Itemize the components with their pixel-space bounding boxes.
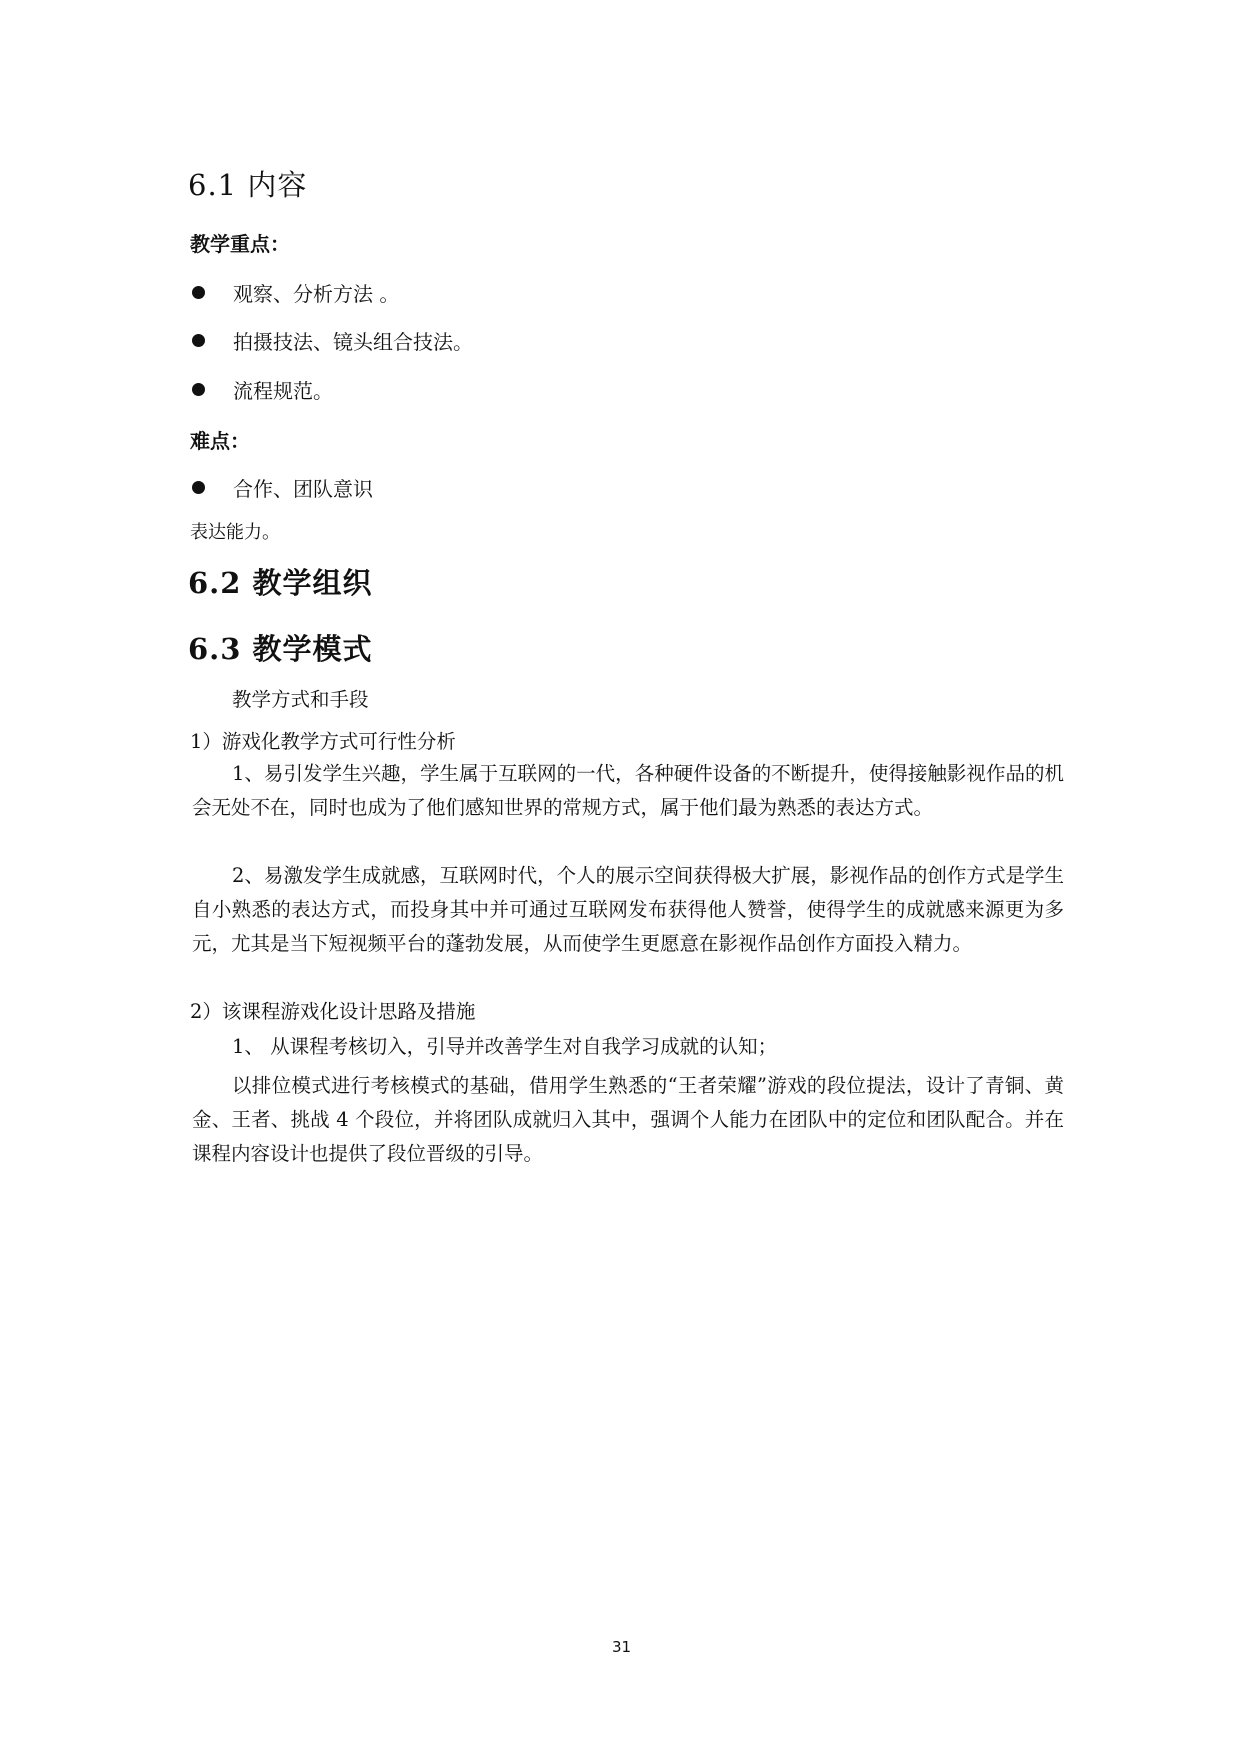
- list-item: [192, 374, 333, 404]
- list-item: [192, 472, 373, 502]
- section-heading-6-2: 6.2 教学组织: [188, 566, 373, 600]
- paragraph: 以排位模式进行考核模式的基础，借用学生熟悉的“王者荣耀”游戏的段位提法，设计了青铜、黄金、王者、挑战 4 个段位，并将团队成就归入其中，强调个人能力在团队中的定位和团队配合。并在课程内容设计也提供了段位晋级的引导。: [192, 1074, 1064, 1165]
- bullet-icon: [192, 334, 205, 347]
- bullet-icon: [192, 286, 205, 299]
- paragraph: 1、易引发学生兴趣，学生属于互联网的一代，各种硬件设备的不断提升，使得接触影视作品的机会无处不在，同时也成为了他们感知世界的常规方式，属于他们最为熟悉的表达方式。: [192, 762, 1064, 819]
- section-heading-6-1: 6.1 内容: [188, 168, 308, 202]
- item-title: 2）该课程游戏化设计思路及措施: [190, 1000, 476, 1023]
- section-heading-6-3: 6.3 教学模式: [188, 632, 373, 666]
- key-points-label: 教学重点：: [190, 232, 290, 256]
- list-item-text: 观察、分析方法 。: [233, 281, 400, 306]
- difficulties-label: 难点：: [190, 429, 250, 453]
- extra-line: 表达能力。: [190, 522, 280, 543]
- page-number: 31: [612, 1638, 632, 1656]
- list-item-text: 流程规范。: [233, 378, 333, 403]
- subheading: 教学方式和手段: [232, 688, 369, 711]
- list-item: [192, 325, 473, 355]
- item-title: 1）游戏化教学方式可行性分析: [190, 730, 456, 753]
- bullet-icon: [192, 481, 205, 494]
- paragraph: 1、 从课程考核切入，引导并改善学生对自我学习成就的认知；: [232, 1035, 778, 1058]
- list-item-text: 合作、团队意识: [233, 476, 373, 501]
- paragraph: 2、易激发学生成就感，互联网时代，个人的展示空间获得极大扩展，影视作品的创作方式是学生自小熟悉的表达方式，而投身其中并可通过互联网发布获得他人赞誉，使得学生的成就感来源更为多元，尤其是当下短视频平台的蓬勃发展，从而使学生更愿意在影视作品创作方面投入精力。: [192, 864, 1064, 955]
- list-item-text: 拍摄技法、镜头组合技法。: [233, 329, 473, 354]
- bullet-icon: [192, 383, 205, 396]
- list-item: [192, 277, 400, 307]
